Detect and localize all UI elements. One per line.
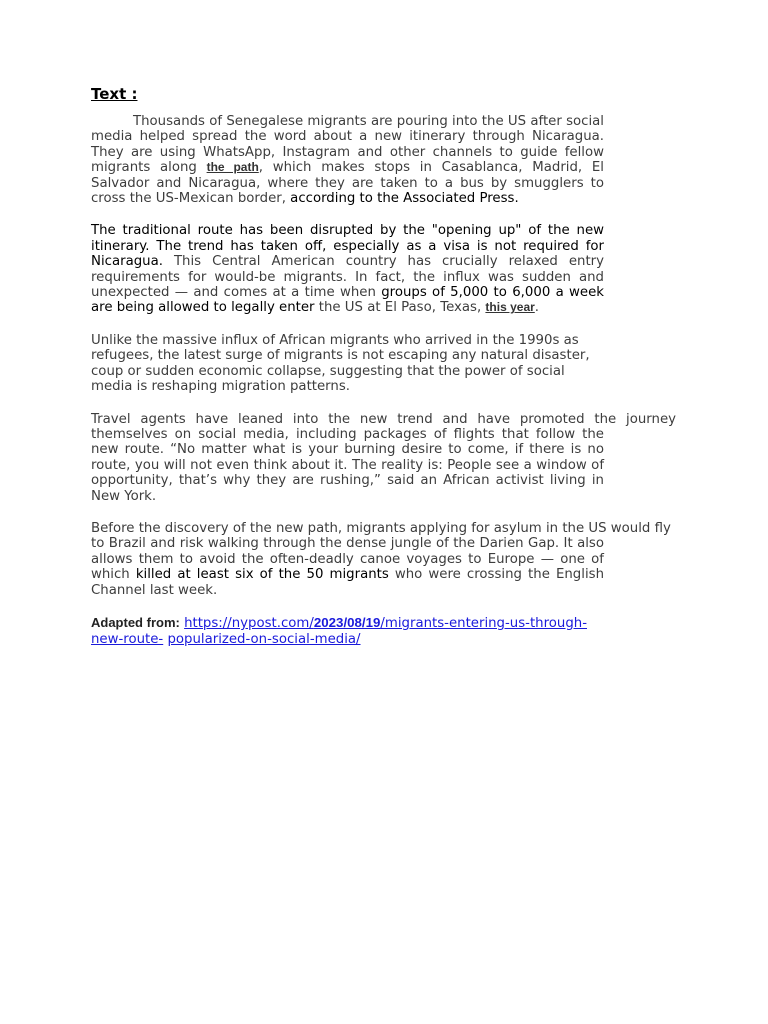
p2-text-b: This Central American country has crucially relaxed entry requirements for would-be migrants. In fact, the influx was sudden and unexpected — and comes at a time when [91, 254, 604, 301]
paragraph-3: Unlike the massive influx of African migrants who arrived in the 1990s as refugees, the latest surge of migrants is not escaping any natural disaster, coup or sudden economic collapse, suggesting that the power of social media is reshaping migration patterns. [91, 332, 590, 395]
source-citation [91, 615, 604, 648]
p1-text-c: according to the Associated Press. [290, 191, 519, 207]
p5-text-c: who were crossing the English Channel last week. [91, 567, 604, 598]
p5-rest [91, 536, 604, 598]
p4-rest: themselves on social media, including packages of flights that follow the new route. “No matter what is your burning desire to come, if there is no route, you will not even think about it. The reality is: People see a window of opportunity, that’s why they are rushing,” said an African activist living in New York. [91, 426, 604, 504]
p1-text-a: Thousands of Senegalese migrants are pouring into the US after social media helped spread the word about a new itinerary through Nicaragua. They are using WhatsApp, Instagram and other channels to guide fellow migrants along [91, 114, 604, 176]
source-url-date: 2023/08/19 [313, 614, 381, 630]
paragraph-4 [91, 412, 676, 504]
p2-text-e: . [534, 300, 540, 316]
p5-text-a: to Brazil and risk walking through the dense jungle of the Darien Gap. It also allows them to avoid the often-deadly canoe voyages to Europe — one of which [91, 536, 604, 583]
paragraph-1 [91, 114, 604, 206]
source-url-part: https://nypost.com/ [184, 615, 314, 631]
paragraph-2 [91, 223, 604, 315]
p2-text-a: The traditional route has been disrupted by the "opening up" of the new itinerary. The trend has taken off, especially as a visa is not required for Nicaragua. [91, 223, 604, 270]
p2-text-c: groups of 5,000 to 6,000 a week are being allowed to legally enter [91, 285, 604, 316]
p2-text-d: the US at El Paso, Texas, [314, 300, 486, 316]
p1-text-b: , which makes stops in Casablanca, Madrid, El Salvador and Nicaragua, where they are taken to a bus by smugglers to cross the US-Mexican border, [91, 160, 604, 207]
p4-line-1: Travel agents have leaned into the new trend and have promoted the journey [91, 411, 676, 427]
source-label: Adapted from: [91, 614, 180, 630]
text-heading: Text : [91, 85, 138, 103]
p5-text-b: killed at least six of the 50 migrants [135, 567, 389, 583]
p5-line-1: Before the discovery of the new path, migrants applying for asylum in the US would fly [91, 520, 671, 536]
this-year-link[interactable]: this year [485, 300, 535, 315]
source-link-continued[interactable]: popularized-on-social-media/ [167, 631, 361, 647]
paragraph-5 [91, 521, 676, 598]
the-path-link[interactable]: the path [206, 160, 259, 175]
document-body [91, 84, 676, 648]
source-url-part: /migrants-entering-us-through-new-route- [91, 615, 587, 647]
